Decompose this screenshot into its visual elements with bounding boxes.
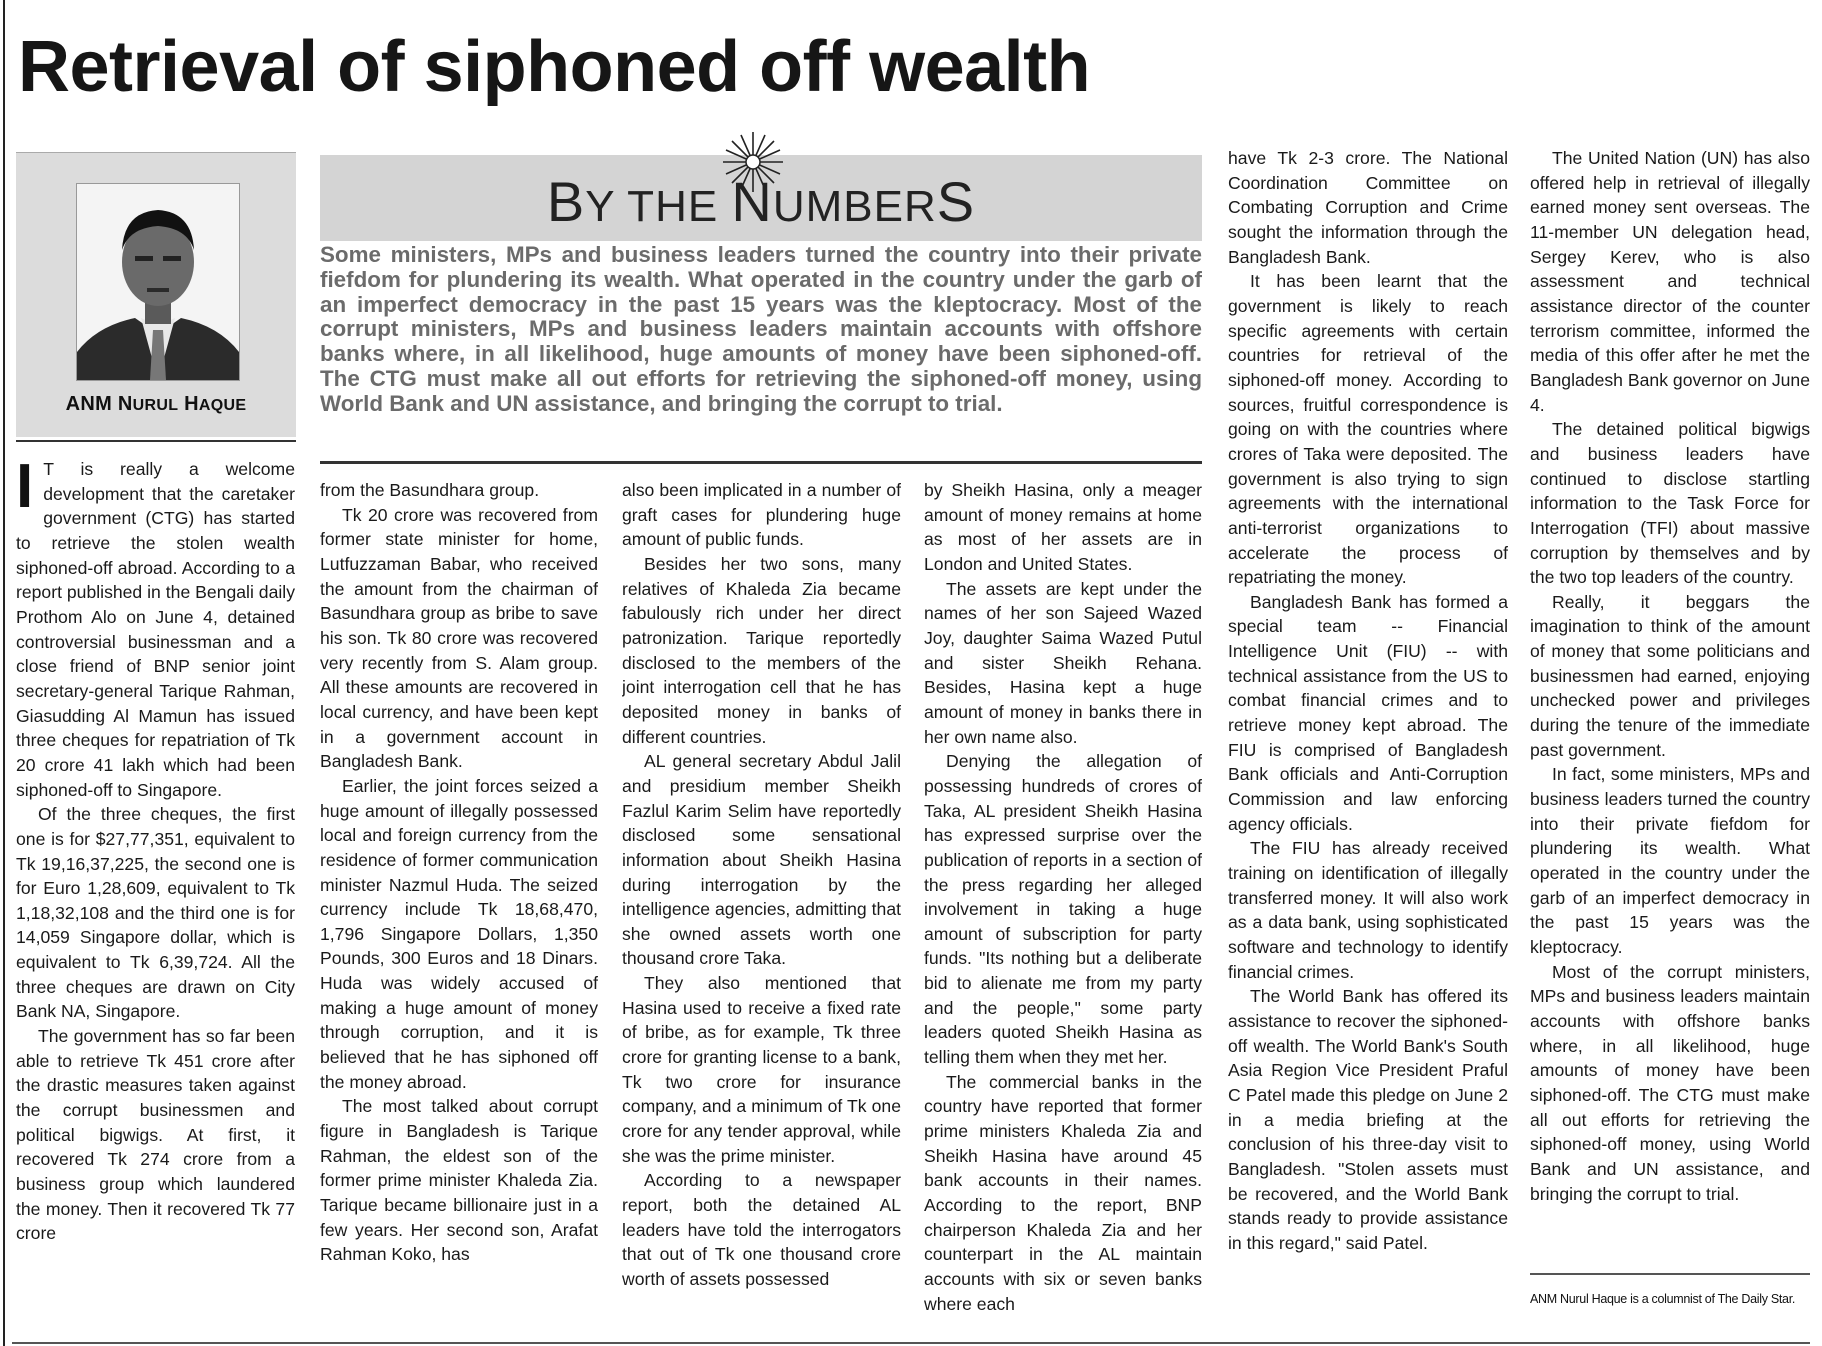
banner-title: BY THE NUMBERS — [546, 170, 976, 233]
author-portrait-photo — [77, 184, 239, 380]
article-paragraph: Tk 20 crore was recovered from former state minister for home, Lutfuzzaman Babar, who received the amount from the chairman of Basundhara group as bribe to save his son. Tk 80 crore was recovered very recently from S. Alam group. All these amounts are recovered in local currency, and have been kept in a government account in Bangladesh Bank. — [320, 504, 598, 772]
article-paragraph: Denying the allegation of possessing hundreds of crores of Taka, AL president Sheikh Hasina has expressed surprise over the publication of reports in a section of the press regarding her alleged involvement in taking a huge amount of subscription for party funds. "Its nothing but a deliberate bid to alienate me from my party and the people," some party leaders quoted Sheikh Hasina as telling them when they met her. — [924, 751, 1202, 1068]
article-paragraph: In fact, some ministers, MPs and business leaders turned the country into their private fiefdom for plundering its wealth. What operated in the country under the garb of an imperfect democracy in the past 15 years was the kleptocracy. — [1530, 764, 1810, 957]
article-paragraph: I T is really a welcome development that the caretaker government (CTG) has started to retrieve the stolen wealth siphoned-off abroad. According to a report published in the Bengali daily Prothom Alo on June 4, detained controversial businessman and a close friend of BNP senior joint secretary-general Tarique Rahman, Giasudding Al Mamun has issued three cheques for repatriation of Tk 20 crore 41 lakh which had been siphoned-off to Singapore. — [16, 457, 295, 800]
footnote-divider — [1530, 1273, 1810, 1275]
article-paragraph: The World Bank has offered its assistance to recover the siphoned-off wealth. The World Bank's South Asia Region Vice President Praful C Patel made this pledge on June 2 in a media briefing at the conclusion of his three-day visit to Bangladesh. "Stolen assets must be recovered, and the World Bank stands ready to provide assistance in this regard," said Patel. — [1228, 986, 1508, 1253]
article-paragraph: from the Basundhara group. — [320, 480, 540, 500]
article-paragraph: Most of the corrupt ministers, MPs and business leaders maintain accounts with offshore banks where, in all likelihood, huge amounts of money have been siphoned-off. The CTG must make all out efforts for retrieving the siphoned-off money, using World Bank and UN assistance, and bringing the corrupt to trial. — [1530, 961, 1810, 1204]
article-paragraph: Bangladesh Bank has formed a special team -- Financial Intelligence Unit (FIU) -- with technical assistance from the US to combat financial crimes and to retrieve money kept abroad. The FIU is comprised of Bangladesh Bank officials and Anti-Corruption Commission and law enforcing agency officials. — [1228, 591, 1508, 834]
author-box — [16, 152, 296, 437]
article-paragraph: AL general secretary Abdul Jalil and presidium member Sheikh Fazlul Karim Selim have reportedly disclosed some sensational information about Sheikh Hasina during interrogation by the intelligence agencies, admitting that she owned assets worth one thousand crore Taka. — [622, 751, 901, 969]
article-paragraph: by Sheikh Hasina, only a meager amount of money remains at home as most of her assets are in London and United States. — [924, 480, 1202, 574]
article-column-1 — [16, 457, 295, 1317]
article-column-2 — [320, 478, 598, 1336]
author-photo — [76, 183, 240, 381]
article-paragraph: It has been learnt that the government is likely to reach specific agreements with certain countries for retrieval of the siphoned-off money. According to sources, fruitful correspondence is going on with the countries where crores of Taka were deposited. The government is also trying to sign agreements with the international anti-terrorist organizations to accelerate the process of repatriating the money. — [1228, 271, 1508, 588]
article-paragraph: also been implicated in a number of graft cases for plundering huge amount of public funds. — [622, 480, 901, 550]
summary-divider — [320, 461, 1202, 464]
article-paragraph: According to a newspaper report, both the detained AL leaders have told the interrogators that out of Tk one thousand crore worth of assets possessed — [622, 1170, 901, 1289]
author-divider — [16, 440, 296, 442]
article-paragraph: They also mentioned that Hasina used to receive a fixed rate of bribe, as for example, Tk three crore for granting license to a bank, Tk two crore for insurance company, and a minimum of Tk one crore for any tender approval, while she was the prime minister. — [622, 973, 901, 1166]
article-column-5 — [1228, 146, 1508, 1336]
author-footnote: ANM Nurul Haque is a columnist of The Daily Star. — [1530, 1292, 1796, 1306]
article-paragraph: The most talked about corrupt figure in Bangladesh is Tarique Rahman, the eldest son of the former prime minister Khaleda Zia. Tarique became billionaire just in a few years. Her second son, Arafat Rahman Koko, has — [320, 1096, 598, 1265]
article-paragraph: The government has so far been able to retrieve Tk 451 crore after the drastic measures taken against the corrupt businessmen and political bigwigs. At first, it recovered Tk 274 crore from a business group which laundered the money. Then it recovered Tk 77 crore — [16, 1026, 295, 1244]
article-paragraph: The commercial banks in the country have reported that former prime ministers Khaleda Zia and Sheikh Hasina have around 45 bank accounts in their names. According to the report, BNP chairperson Khaleda Zia and her counterpart in the AL maintain accounts with six or seven banks where each — [924, 1071, 1202, 1314]
article-paragraph: The detained political bigwigs and business leaders have continued to disclose startling information to the Task Force for Interrogation (TFI) about massive corruption by themselves and by the two top leaders of the country. — [1530, 419, 1810, 588]
summary-lead: Some ministers, MPs and business leaders turned the country into their private fiefdom for plundering its wealth. What operated in the country under the garb of an imperfect democracy in the past 15 years was the kleptocracy. Most of the corrupt ministers, MPs and business leaders maintain accounts with offshore banks where, in all likelihood, huge amounts of money have been siphoned-off. The CTG must make all out efforts for retrieving the siphoned-off money, using World Bank and UN assistance, and bringing the corrupt to trial. — [320, 242, 1202, 416]
article-paragraph: Besides her two sons, many relatives of Khaleda Zia became fabulously rich under her direct patronization. Tarique reportedly disclosed to the members of the joint interrogation cell that he has deposited money in banks of different countries. — [622, 553, 901, 747]
article-paragraph: Earlier, the joint forces seized a huge amount of illegally possessed local and foreign currency from the residence of former communication minister Nazmul Huda. The seized currency include Tk 18,68,470, 1,796 Singapore Dollars, 1,350 Pounds, 300 Euros and 18 Dinars. Huda was widely accused of making a huge amount of money through corruption, and it is believed that he has siphoned off the money abroad. — [320, 775, 598, 1092]
page-headline: Retrieval of siphoned off wealth — [18, 27, 1091, 107]
article-column-3 — [622, 478, 901, 1336]
article-paragraph: have Tk 2-3 crore. The National Coordination Committee on Combating Corruption and Crime sought the information through the Bangladesh Bank. — [1228, 148, 1508, 267]
article-column-4 — [924, 478, 1202, 1336]
left-border-rule — [3, 0, 5, 1346]
article-paragraph: The United Nation (UN) has also offered help in retrieval of illegally earned money sent overseas. The 11-member UN delegation head, Sergey Kerev, who is also assessment and technical assistance director of the counter terrorism committee, informed the media of this offer after he met the Bangladesh Bank governor on June 4. — [1530, 148, 1810, 415]
article-paragraph: The assets are kept under the names of her son Sajeed Wazed Joy, daughter Saima Wazed Putul and sister Sheikh Rehana. Besides, Hasina kept a huge amount of money in banks there in her own name also. — [924, 578, 1202, 747]
drop-cap: I — [16, 457, 34, 521]
starburst-icon — [721, 130, 785, 194]
article-column-6 — [1530, 146, 1810, 1258]
bottom-border-rule — [12, 1342, 1810, 1344]
author-byline: ANM NURUL HAQUE — [65, 393, 247, 415]
article-paragraph: The FIU has already received training on identification of illegally transferred money. It will also work as a data bank, using sophisticated software and technology to identify financial crimes. — [1228, 838, 1508, 982]
article-paragraph: Really, it beggars the imagination to think of the amount of money that some politicians and businessmen had earned, enjoying unchecked power and privileges during the tenure of the immediate past government. — [1530, 591, 1810, 760]
article-paragraph: Of the three cheques, the first one is for $27,77,351, equivalent to Tk 19,16,37,225, the second one is for Euro 1,28,609, equivalent to Tk 1,18,32,108 and the third one is for 14,059 Singapore dollar, which is equivalent to Tk 6,39,724. All the three cheques are drawn on City Bank NA, Singapore. — [16, 804, 295, 1022]
